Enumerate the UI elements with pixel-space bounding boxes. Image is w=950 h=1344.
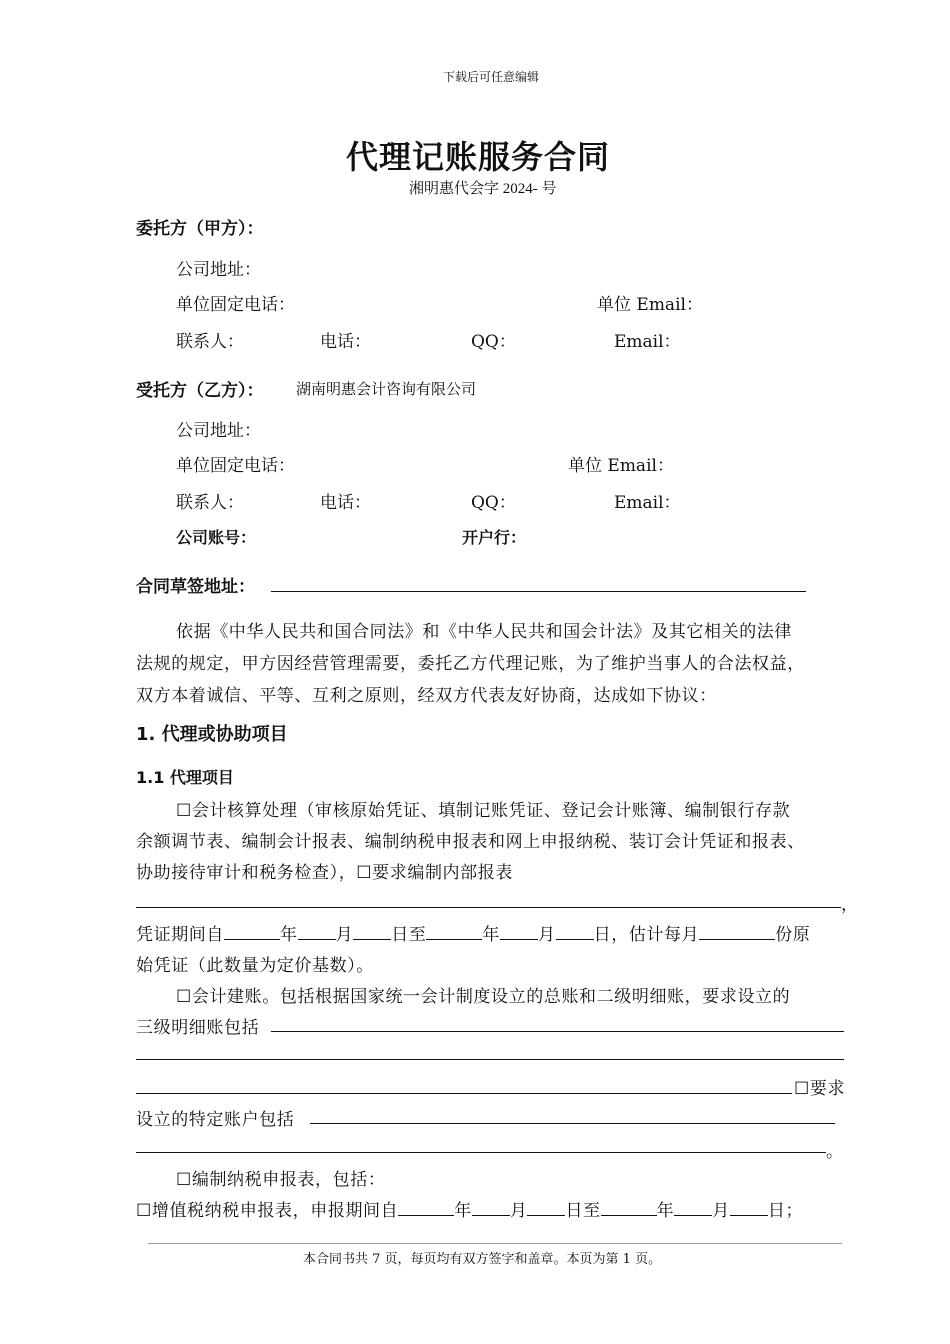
section-1-1-heading: 1.1 代理项目	[136, 768, 234, 787]
monthly-copies-blank[interactable]	[699, 923, 775, 940]
party-b-bank: 开户行：	[462, 528, 527, 547]
internal-report-line[interactable]	[136, 907, 841, 908]
month-label: 月	[712, 1201, 730, 1221]
end-year-blank[interactable]	[426, 923, 482, 940]
party-b-unit-email: 单位 Email：	[568, 456, 674, 476]
voucher-line-2: 始凭证（此数量为定价基数）。	[136, 956, 374, 976]
party-a-contact: 联系人：	[176, 332, 244, 352]
setup-blank-line-3[interactable]	[136, 1093, 792, 1094]
party-a-email: Email：	[614, 332, 681, 352]
section-1-heading: 1. 代理或协助项目	[136, 724, 288, 745]
party-b-phone: 单位固定电话：	[176, 456, 295, 476]
end-month-blank[interactable]	[500, 923, 538, 940]
year-label: 年	[656, 1201, 675, 1221]
party-b-contact: 联系人：	[176, 493, 244, 513]
setup-line-2: 三级明细账包括	[136, 1018, 260, 1038]
party-b-qq: QQ：	[471, 493, 516, 513]
special-request-label: ☐要求	[794, 1079, 846, 1099]
accounting-line-3: 协助接待审计和税务检查），☐要求编制内部报表	[136, 863, 513, 883]
party-a-tel: 电话：	[320, 332, 371, 352]
vat-end-day-blank[interactable]	[730, 1199, 768, 1216]
special-accounts-line[interactable]	[310, 1123, 835, 1124]
third-level-accounts-line[interactable]	[271, 1031, 844, 1032]
copies-label: 份原	[775, 925, 811, 945]
party-b-address: 公司地址：	[176, 421, 261, 441]
party-b-tel: 电话：	[320, 493, 371, 513]
start-month-blank[interactable]	[298, 923, 336, 940]
accounting-line-2: 余额调节表、编制会计报表、编制纳税申报表和网上申报纳税、装订会计凭证和报表、	[136, 832, 805, 852]
party-a-address: 公司地址：	[176, 260, 261, 280]
vat-end-year-blank[interactable]	[601, 1199, 657, 1216]
header-note: 下载后可任意编辑	[443, 70, 540, 84]
sign-place-label: 合同草签地址：	[136, 577, 255, 597]
contract-number: 湘明惠代会字 2024- 号	[409, 181, 557, 197]
party-a-phone: 单位固定电话：	[176, 295, 295, 315]
vat-start-month-blank[interactable]	[472, 1199, 510, 1216]
month-label: 月	[335, 925, 354, 945]
party-a-heading: 委托方（甲方）：	[136, 219, 264, 239]
party-b-name: 湖南明惠会计咨询有限公司	[296, 380, 477, 398]
accounting-line-1: ☐会计核算处理（审核原始凭证、填制记账凭证、登记会计账簿、编制银行存款	[176, 801, 791, 821]
setup-blank-line-2[interactable]	[136, 1059, 844, 1060]
sign-place-line[interactable]	[271, 591, 806, 592]
start-day-blank[interactable]	[353, 923, 391, 940]
footer-text: 本合同书共 7 页，每页均有双方签字和盖章。本页为第 1 页。	[303, 1252, 662, 1267]
party-b-email: Email：	[614, 493, 681, 513]
year-label: 年	[482, 925, 501, 945]
special-blank-line-2[interactable]	[136, 1152, 826, 1153]
month-label: 月	[538, 925, 556, 945]
start-year-blank[interactable]	[224, 923, 280, 940]
day-end-label: 日；	[767, 1201, 804, 1221]
day-estimate-label: 日，估计每月	[593, 925, 700, 945]
day-to-label: 日至	[565, 1201, 601, 1221]
end-day-blank[interactable]	[556, 923, 594, 940]
year-label: 年	[454, 1201, 472, 1221]
intro-line-2: 法规的规定，甲方因经营管理需要，委托乙方代理记账，为了维护当事人的合法权益，	[136, 654, 805, 674]
vat-end-month-blank[interactable]	[674, 1199, 712, 1216]
page-title: 代理记账服务合同	[346, 138, 611, 176]
special-accounts-label: 设立的特定账户包括	[136, 1110, 295, 1130]
period-mark: 。	[826, 1142, 844, 1162]
vat-start-day-blank[interactable]	[527, 1199, 565, 1216]
day-to-label: 日至	[391, 925, 427, 945]
vat-report-line	[136, 1196, 803, 1221]
footer-divider	[148, 1243, 842, 1244]
year-label: 年	[280, 925, 298, 945]
voucher-label: 凭证期间自	[136, 925, 224, 945]
comma: ，	[841, 895, 859, 915]
vat-label: ☐增值税纳税申报表，申报期间自	[136, 1201, 399, 1221]
party-b-account: 公司账号：	[176, 528, 257, 547]
intro-line-3: 双方本着诚信、平等、互利之原则，经双方代表友好协商，达成如下协议：	[136, 686, 717, 706]
tax-report-line: ☐编制纳税申报表，包括：	[176, 1170, 386, 1190]
month-label: 月	[509, 1201, 528, 1221]
voucher-period-line	[136, 920, 810, 945]
setup-line-1: ☐会计建账。包括根据国家统一会计制度设立的总账和二级明细账，要求设立的	[176, 987, 791, 1007]
party-b-heading: 受托方（乙方）：	[136, 381, 264, 401]
vat-start-year-blank[interactable]	[398, 1199, 454, 1216]
intro-line-1: 依据《中华人民共和国合同法》和《中华人民共和国会计法》及其它相关的法律	[176, 622, 792, 642]
party-a-unit-email: 单位 Email：	[597, 295, 703, 315]
party-a-qq: QQ：	[471, 332, 516, 352]
